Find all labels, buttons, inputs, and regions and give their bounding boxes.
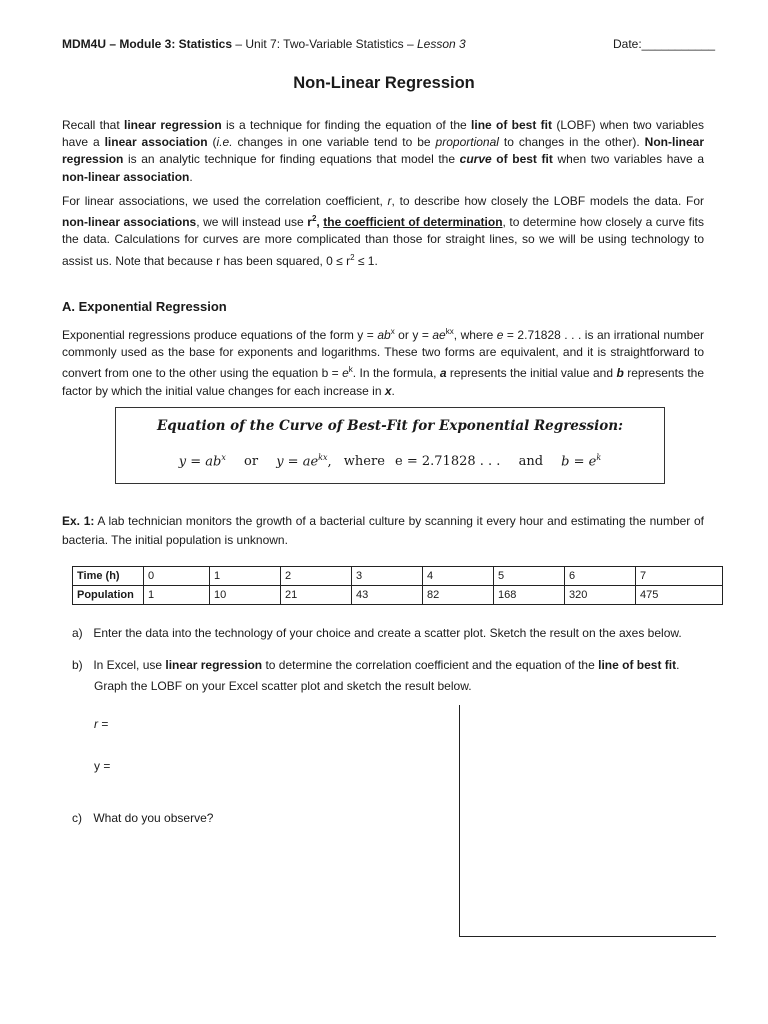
date-field: Date:___________ [613,37,716,51]
term: of best fit [491,152,553,167]
example-1-text [62,512,704,550]
equals: = [98,717,109,731]
example-label: Ex. 1: [62,514,95,528]
course-code: MDM4U [62,37,106,51]
text: . [391,383,395,398]
graph-y-axis [459,705,460,936]
text: ≤ 1. [354,253,378,268]
intro-paragraph-1 [62,117,704,186]
or-word: or [244,454,259,470]
equation-box-title: Equation of the Curve of Best-Fit for Exponential Regression: [156,418,624,434]
r-answer-prompt [94,717,108,731]
text: or y = [394,328,433,342]
variable: b [384,328,391,342]
table-cell: 1 [210,567,281,586]
superscript: k [348,365,353,375]
term: line of best fit [471,118,552,132]
variable: b [616,366,624,381]
question-label: b) [72,658,83,672]
intro-paragraph-2 [62,193,704,270]
y-answer-prompt: y = [94,759,111,773]
equation-form-2: y = ae [276,454,319,470]
variable: a [432,328,440,342]
graph-x-axis [459,936,716,937]
variable: e [439,328,446,342]
text: In Excel, use [93,658,166,672]
b-definition: b = e [561,454,597,470]
superscript: kx [445,327,454,336]
comma: , [327,454,332,470]
term: the coefficient of determination [323,215,503,230]
superscript: kx [318,453,328,462]
lesson-name: Lesson 3 [417,37,466,51]
text: , to describe how closely the LOBF models the data. For [391,194,704,208]
table-cell: 21 [281,586,352,605]
table-cell: 10 [210,586,281,605]
text: changes in one variable tend to be [232,135,436,150]
text: . [189,169,193,184]
table-row-population [73,586,723,605]
text: ( [207,135,217,150]
term: linear regression [124,118,222,132]
text: Recall that [62,118,124,132]
variable: a [439,366,447,381]
term: non-linear association [62,169,190,184]
table-cell: 82 [423,586,494,605]
header-course-line [62,37,466,51]
data-table [72,566,723,605]
table-cell: 320 [565,586,636,605]
module-name: Module 3: Statistics [119,37,233,51]
question-c [72,808,732,828]
table-cell: 43 [352,586,423,605]
table-cell: 168 [494,586,565,605]
variable: a [377,328,384,342]
text: . In the formula, [352,366,440,381]
text: represents the factor by which the initial value changes for each increase in [62,366,705,398]
question-text: Enter the data into the technology of your choice and create a scatter plot. Sketch the result on the axes below. [93,626,682,640]
question-label: a) [72,626,83,640]
text: . [676,658,680,672]
question-label: c) [72,811,82,825]
table-cell: 3 [352,567,423,586]
equation-box [115,407,665,484]
text: Exponential regressions produce equations of the form y = [62,328,378,342]
term: Non-linear regression [62,135,704,167]
variable: e [496,328,504,342]
table-cell: 2 [281,567,352,586]
text: , to determine how closely a curve fits the data. Calculations for curves are more complicated than those for straight lines, so we will be using technology to assist us. Note that because r has been squared, 0 ≤ r [62,215,704,268]
superscript: k [596,453,602,462]
superscript: x [221,453,226,462]
text: For linear associations, we used the correlation coefficient, [62,194,388,208]
text: i.e. [216,135,233,150]
term: curve [459,152,492,167]
table-cell: 475 [636,586,723,605]
text: A lab technician monitors the growth of a bacterial culture by scanning it every hour and estimating the number of bacteria. The initial population is unknown. [62,514,705,547]
text: = 2.71828 . . . is an irrational number commonly used as the base for exponents and logarithms. These two forms are equivalent, and it is straightforward to convert from one to the other using the equation b = [62,328,705,381]
section-heading: A. Exponential Regression [62,299,227,314]
question-text: What do you observe? [93,811,214,825]
question-a [72,623,732,643]
equation-form-1: y = ab [178,454,222,470]
row-header: Time (h) [73,567,144,586]
text: represents the initial value and [446,366,617,381]
equation-line [116,453,664,469]
superscript: 2 [311,214,317,224]
table-cell: 1 [144,586,210,605]
r-variable: r [94,717,98,731]
table-cell: 6 [565,567,636,586]
text: when two variables have a [552,152,705,167]
text: , we will instead use [196,215,308,230]
unit-name: – Unit 7: Two-Variable Statistics – [232,37,417,51]
variable: e [342,366,349,381]
where-word: where [343,454,385,470]
table-cell: 4 [423,567,494,586]
term: linear association [104,135,208,150]
question-b [72,655,732,675]
superscript: 2 [350,252,355,262]
row-header: Population [73,586,144,605]
question-b-line-2: Graph the LOBF on your Excel scatter plot and sketch the result below. [94,679,472,693]
text: is an analytic technique for finding equations that model the [123,152,460,167]
e-definition: e = 2.71828 . . . [395,454,501,470]
superscript: x [390,327,395,336]
text: to changes in the other). [498,135,645,150]
variable: x [384,383,392,398]
table-cell: 0 [144,567,210,586]
text: is a technique for finding the equation of the [221,118,472,132]
text: , where [453,328,497,342]
table-row-time [73,567,723,586]
section-a-paragraph [62,323,704,400]
term: linear regression [165,658,263,672]
text: (LOBF) when two variables have a [62,118,704,150]
table-cell: 5 [494,567,565,586]
and-word: and [518,454,544,470]
text: , [316,215,320,230]
page-title: Non-Linear Regression [293,74,475,92]
text: to determine the correlation coefficient and the equation of the [262,658,599,672]
term: line of best fit [598,658,677,672]
variable: r [387,194,392,208]
table-cell: 7 [636,567,723,586]
header-dash: – [106,37,120,51]
term: r [307,215,312,230]
term: non-linear associations [62,215,197,230]
text: proportional [435,135,499,150]
